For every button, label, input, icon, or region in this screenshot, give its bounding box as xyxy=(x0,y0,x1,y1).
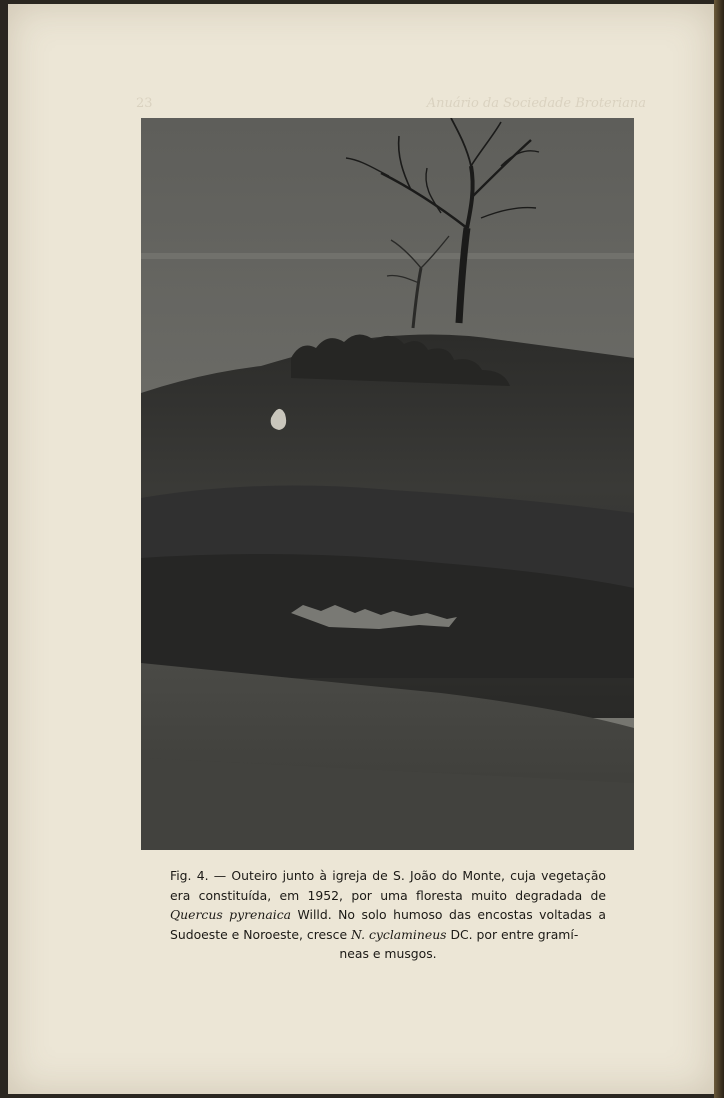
figure-caption xyxy=(170,866,606,964)
caption-species-2: N. cyclamineus xyxy=(351,926,447,942)
book-spine xyxy=(714,0,724,1098)
running-title: Anuário da Sociedade Broteriana xyxy=(426,96,646,111)
page-number: 23 xyxy=(136,96,153,111)
running-head xyxy=(136,96,646,116)
caption-dash: — xyxy=(208,868,232,883)
figure-photograph xyxy=(141,118,634,850)
caption-label: Fig. 4. xyxy=(170,868,209,883)
caption-species-1: Quercus pyrenaica xyxy=(170,907,292,922)
caption-last-line: neas e musgos. xyxy=(339,946,437,961)
caption-text-3: DC. por entre gramí- xyxy=(446,926,579,942)
caption-text-1: Outeiro junto à igreja de S. João do Monte, cuja vegetação era constituída, em 1952, por uma floresta muito degradada de xyxy=(170,868,606,903)
caption-text-2: Willd. No solo humoso das encostas voltadas a Sudoeste e Noroeste, cresce xyxy=(170,907,606,942)
